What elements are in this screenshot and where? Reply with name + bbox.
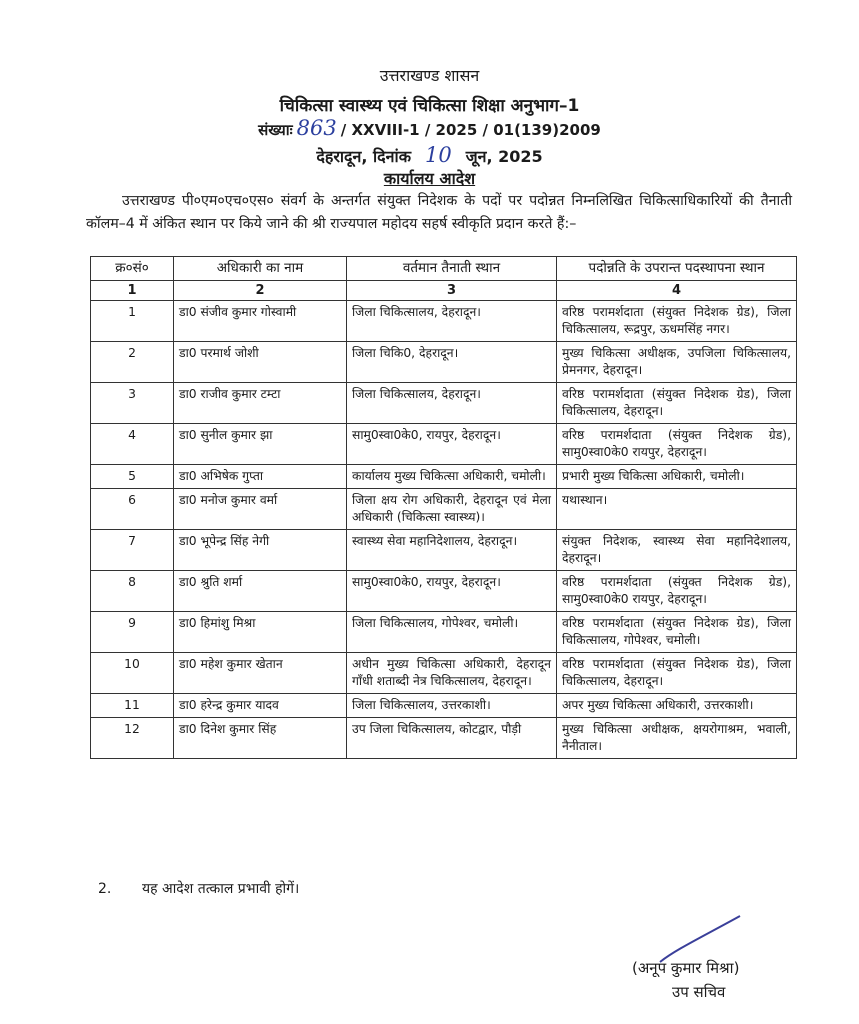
signatory-name: (अनूप कुमार मिश्रा) — [632, 959, 740, 977]
header-serial: क्र०सं० — [91, 257, 174, 281]
officer-name-cell: डा0 हिमांशु मिश्रा — [174, 612, 347, 653]
serial-cell: 9 — [91, 612, 174, 653]
government-name: उत्तराखण्ड शासन — [379, 66, 480, 85]
header-new-posting: पदोन्नति के उपरान्त पदस्थापना स्थान — [557, 257, 797, 281]
current-posting-cell: स्वास्थ्य सेवा महानिदेशालय, देहरादून। — [347, 530, 557, 571]
new-posting-cell: मुख्य चिकित्सा अधीक्षक, क्षयरोगाश्रम, भवाली, नैनीताल। — [557, 718, 797, 759]
serial-cell: 7 — [91, 530, 174, 571]
current-posting-cell: जिला चिकित्सालय, देहरादून। — [347, 383, 557, 424]
officer-name-cell: डा0 भूपेन्द्र सिंह नेगी — [174, 530, 347, 571]
serial-cell: 8 — [91, 571, 174, 612]
table-row — [91, 301, 797, 342]
table-row — [91, 383, 797, 424]
current-posting-cell: सामु0स्वा0के0, रायपुर, देहरादून। — [347, 571, 557, 612]
serial-cell: 3 — [91, 383, 174, 424]
current-posting-cell: जिला चिकित्सालय, गोपेश्वर, चमोली। — [347, 612, 557, 653]
table-row — [91, 694, 797, 718]
officer-name-cell: डा0 परमार्थ जोशी — [174, 342, 347, 383]
current-posting-cell: जिला चिकि0, देहरादून। — [347, 342, 557, 383]
serial-cell: 10 — [91, 653, 174, 694]
new-posting-cell: प्रभारी मुख्य चिकित्सा अधिकारी, चमोली। — [557, 465, 797, 489]
table-row — [91, 424, 797, 465]
new-posting-cell: वरिष्ठ परामर्शदाता (संयुक्त निदेशक ग्रेड), जिला चिकित्सालय, रूद्रपुर, ऊधमसिंह नगर। — [557, 301, 797, 342]
order-title-text: कार्यालय आदेश — [383, 169, 476, 188]
table-row — [91, 465, 797, 489]
point-2 — [98, 879, 299, 898]
table-row — [91, 612, 797, 653]
column-number: 3 — [347, 281, 557, 301]
reference-number — [0, 116, 859, 140]
intro-paragraph: उत्तराखण्ड पी०एम०एच०एस० संवर्ग के अन्तर्गत संयुक्त निदेशक के पदों पर पदोन्नत निम्नलिखित चिकित्साधिकारियों की तैनाती कॉलम–4 में अंकित स्थान पर किये जाने की श्री राज्यपाल महोदय सहर्ष स्वीकृति प्रदान करते हैं:– — [86, 193, 792, 232]
column-number: 2 — [174, 281, 347, 301]
table-header-row — [91, 257, 797, 281]
section-name: चिकित्सा स्वास्थ्य एवं चिकित्सा शिक्षा अनुभाग–1 — [279, 96, 580, 116]
current-posting-cell: अधीन मुख्य चिकित्सा अधिकारी, देहरादून गाँधी शताब्दी नेत्र चिकित्सालय, देहरादून। — [347, 653, 557, 694]
posting-table — [90, 256, 797, 759]
new-posting-cell: वरिष्ठ परामर्शदाता (संयुक्त निदेशक ग्रेड), सामु0स्वा0के0 रायपुर, देहरादून। — [557, 571, 797, 612]
current-posting-cell: कार्यालय मुख्य चिकित्सा अधिकारी, चमोली। — [347, 465, 557, 489]
reference-label: संख्याः — [258, 121, 293, 139]
handwritten-day: 10 — [425, 143, 452, 167]
officer-name-cell: डा0 दिनेश कुमार सिंह — [174, 718, 347, 759]
column-number-row — [91, 281, 797, 301]
officer-name-cell: डा0 संजीव कुमार गोस्वामी — [174, 301, 347, 342]
serial-cell: 4 — [91, 424, 174, 465]
new-posting-cell: वरिष्ठ परामर्शदाता (संयुक्त निदेशक ग्रेड), जिला चिकित्सालय, गोपेश्वर, चमोली। — [557, 612, 797, 653]
current-posting-cell: जिला चिकित्सालय, उत्तरकाशी। — [347, 694, 557, 718]
new-posting-cell: वरिष्ठ परामर्शदाता (संयुक्त निदेशक ग्रेड), जिला चिकित्सालय, देहरादून। — [557, 383, 797, 424]
current-posting-cell: जिला चिकित्सालय, देहरादून। — [347, 301, 557, 342]
reference-suffix: / XXVIII-1 / 2025 / 01(139)2009 — [340, 121, 601, 139]
new-posting-cell: अपर मुख्य चिकित्सा अधिकारी, उत्तरकाशी। — [557, 694, 797, 718]
new-posting-cell: वरिष्ठ परामर्शदाता (संयुक्त निदेशक ग्रेड), जिला चिकित्सालय, देहरादून। — [557, 653, 797, 694]
column-number: 4 — [557, 281, 797, 301]
table-row — [91, 653, 797, 694]
serial-cell: 6 — [91, 489, 174, 530]
current-posting-cell: उप जिला चिकित्सालय, कोटद्वार, पौड़ी — [347, 718, 557, 759]
serial-cell: 5 — [91, 465, 174, 489]
new-posting-cell: संयुक्त निदेशक, स्वास्थ्य सेवा महानिदेशालय, देहरादून। — [557, 530, 797, 571]
point-text: यह आदेश तत्काल प्रभावी होगें। — [142, 881, 300, 897]
table-row — [91, 342, 797, 383]
officer-name-cell: डा0 महेश कुमार खेतान — [174, 653, 347, 694]
officer-name-cell: डा0 अभिषेक गुप्ता — [174, 465, 347, 489]
serial-cell: 12 — [91, 718, 174, 759]
current-posting-cell: सामु0स्वा0के0, रायपुर, देहरादून। — [347, 424, 557, 465]
order-date — [0, 143, 859, 167]
date-month-year: जून, 2025 — [465, 147, 543, 166]
officer-name-cell: डा0 राजीव कुमार टम्टा — [174, 383, 347, 424]
table-row — [91, 489, 797, 530]
signatory-designation: उप सचिव — [672, 983, 726, 1001]
officer-name-cell: डा0 मनोज कुमार वर्मा — [174, 489, 347, 530]
officer-name-cell: डा0 श्रुति शर्मा — [174, 571, 347, 612]
officer-name-cell: डा0 सुनील कुमार झा — [174, 424, 347, 465]
date-place: देहरादून, दिनांक — [316, 147, 411, 166]
serial-cell: 11 — [91, 694, 174, 718]
table-row — [91, 530, 797, 571]
officer-name-cell: डा0 हरेन्द्र कुमार यादव — [174, 694, 347, 718]
handwritten-reference-number: 863 — [296, 116, 337, 140]
header-officer-name: अधिकारी का नाम — [174, 257, 347, 281]
order-title — [0, 167, 859, 189]
table-row — [91, 718, 797, 759]
new-posting-cell: मुख्य चिकित्सा अधीक्षक, उपजिला चिकित्सालय, प्रेमनगर, देहरादून। — [557, 342, 797, 383]
new-posting-cell: यथास्थान। — [557, 489, 797, 530]
header-current-posting: वर्तमान तैनाती स्थान — [347, 257, 557, 281]
table-row — [91, 571, 797, 612]
serial-cell: 2 — [91, 342, 174, 383]
current-posting-cell: जिला क्षय रोग अधिकारी, देहरादून एवं मेला अधिकारी (चिकित्सा स्वास्थ्य)। — [347, 489, 557, 530]
new-posting-cell: वरिष्ठ परामर्शदाता (संयुक्त निदेशक ग्रेड), सामु0स्वा0के0 रायपुर, देहरादून। — [557, 424, 797, 465]
serial-cell: 1 — [91, 301, 174, 342]
point-number: 2. — [98, 881, 112, 897]
column-number: 1 — [91, 281, 174, 301]
